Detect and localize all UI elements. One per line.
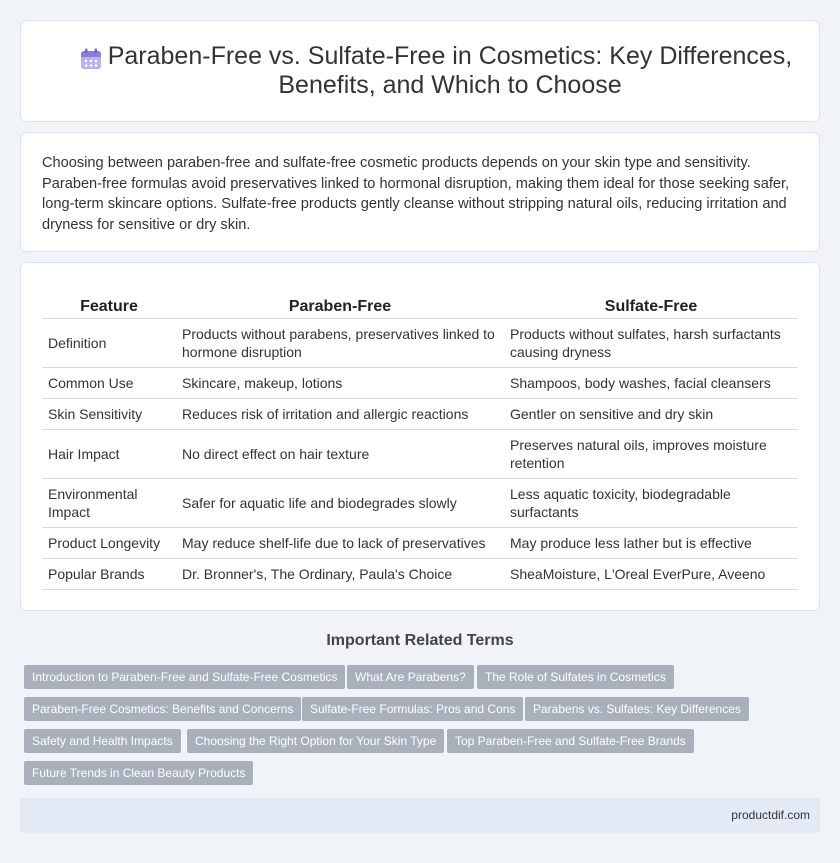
paraben-cell: Reduces risk of irritation and allergic reactions bbox=[176, 398, 504, 429]
paraben-cell: Safer for aquatic life and biodegrades slowly bbox=[176, 478, 504, 527]
feature-cell: Hair Impact bbox=[42, 429, 176, 478]
feature-cell: Product Longevity bbox=[42, 527, 176, 558]
sulfate-cell: Products without sulfates, harsh surfactants causing dryness bbox=[504, 318, 798, 367]
feature-cell: Definition bbox=[42, 318, 176, 367]
paraben-cell: No direct effect on hair texture bbox=[176, 429, 504, 478]
sulfate-cell: Less aquatic toxicity, biodegradable surfactants bbox=[504, 478, 798, 527]
sulfate-cell: May produce less lather but is effective bbox=[504, 527, 798, 558]
paraben-cell: May reduce shelf-life due to lack of preservatives bbox=[176, 527, 504, 558]
header-sulfate-free: Sulfate-Free bbox=[504, 296, 798, 318]
title-card bbox=[20, 20, 820, 122]
table-row bbox=[42, 318, 798, 367]
table-row bbox=[42, 558, 798, 589]
intro-card bbox=[20, 132, 820, 252]
related-tag[interactable]: Sulfate-Free Formulas: Pros and Cons bbox=[302, 697, 523, 721]
intro-paragraph: Choosing between paraben-free and sulfate-free cosmetic products depends on your skin type and sensitivity. Paraben-free formulas avoid preservatives linked to hormonal disruption, making them ideal for those seeking safer, long-term skincare options. Sulfate-free products gently cleanse without stripping natural oils, reducing irritation and dryness for sensitive or dry skin. bbox=[42, 155, 790, 233]
sulfate-cell: Gentler on sensitive and dry skin bbox=[504, 398, 798, 429]
sulfate-cell: Shampoos, body washes, facial cleansers bbox=[504, 367, 798, 398]
related-tag[interactable]: Parabens vs. Sulfates: Key Differences bbox=[525, 697, 749, 721]
header-feature: Feature bbox=[42, 296, 176, 318]
comparison-table bbox=[42, 296, 798, 590]
footer-site-link[interactable]: productdif.com bbox=[731, 808, 810, 822]
footer-bar bbox=[20, 798, 820, 833]
header-paraben-free: Paraben-Free bbox=[176, 296, 504, 318]
related-tag[interactable]: Paraben-Free Cosmetics: Benefits and Concerns bbox=[24, 697, 301, 721]
feature-cell: Skin Sensitivity bbox=[42, 398, 176, 429]
table-header-row bbox=[42, 296, 798, 318]
related-tag[interactable]: Top Paraben-Free and Sulfate-Free Brands bbox=[447, 729, 694, 753]
feature-cell: Environmental Impact bbox=[42, 478, 176, 527]
table-row bbox=[42, 429, 798, 478]
related-terms-heading: Important Related Terms bbox=[326, 632, 514, 649]
table-row bbox=[42, 398, 798, 429]
related-tag[interactable]: Safety and Health Impacts bbox=[24, 729, 181, 753]
table-row bbox=[42, 527, 798, 558]
related-tag[interactable]: Choosing the Right Option for Your Skin Type bbox=[187, 729, 444, 753]
feature-cell: Popular Brands bbox=[42, 558, 176, 589]
related-tag[interactable]: What Are Parabens? bbox=[347, 665, 474, 689]
related-tag[interactable]: Future Trends in Clean Beauty Products bbox=[24, 761, 253, 785]
paraben-cell: Skincare, makeup, lotions bbox=[176, 367, 504, 398]
related-tag[interactable]: Introduction to Paraben-Free and Sulfate-Free Cosmetics bbox=[24, 665, 345, 689]
sulfate-cell: SheaMoisture, L'Oreal EverPure, Aveeno bbox=[504, 558, 798, 589]
feature-cell: Common Use bbox=[42, 367, 176, 398]
paraben-cell: Products without parabens, preservatives linked to hormone disruption bbox=[176, 318, 504, 367]
related-tag[interactable]: The Role of Sulfates in Cosmetics bbox=[477, 665, 674, 689]
paraben-cell: Dr. Bronner's, The Ordinary, Paula's Choice bbox=[176, 558, 504, 589]
page-title: Paraben-Free vs. Sulfate-Free in Cosmetics: Key Differences, Benefits, and Which to Choose bbox=[107, 42, 793, 99]
sulfate-cell: Preserves natural oils, improves moisture retention bbox=[504, 429, 798, 478]
table-row bbox=[42, 367, 798, 398]
table-row bbox=[42, 478, 798, 527]
comparison-card bbox=[20, 262, 820, 611]
